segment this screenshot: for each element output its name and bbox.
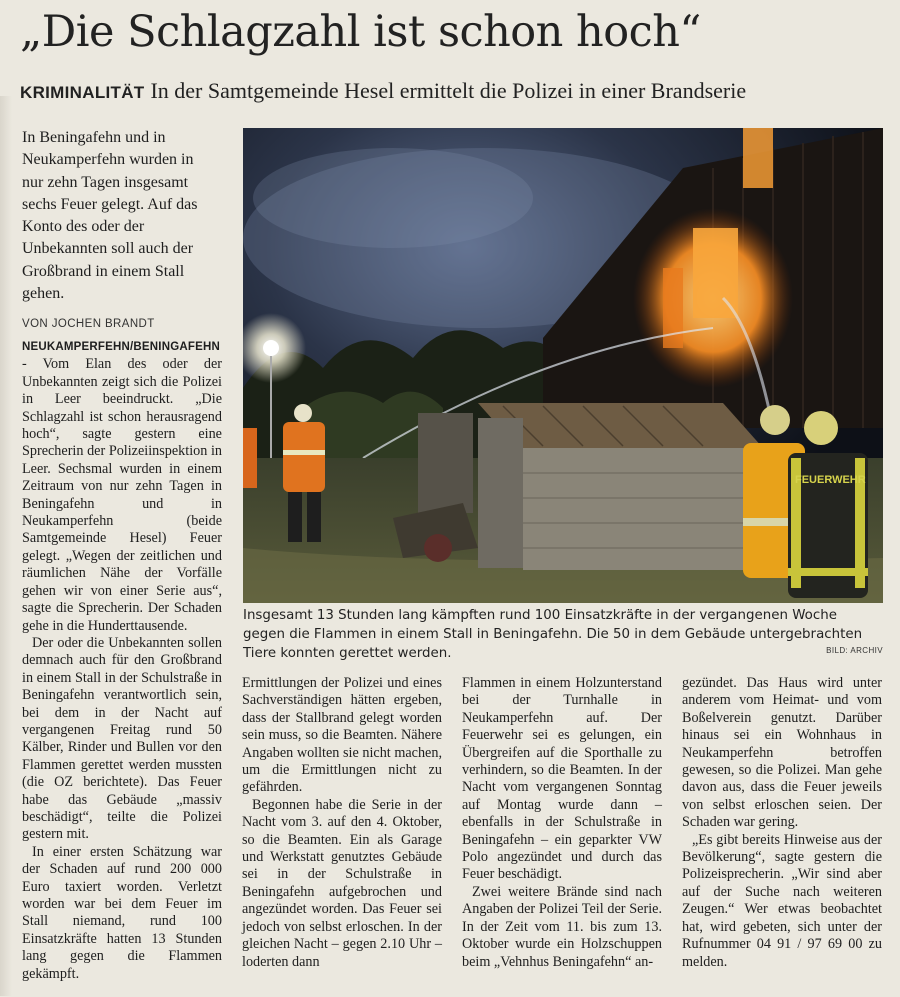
byline: VON JOCHEN BRANDT xyxy=(22,318,155,330)
headline: „Die Schlagzahl ist schon hoch“ xyxy=(20,7,701,57)
adjacent-column-ghost xyxy=(880,110,900,670)
paragraph: gezündet. Das Haus wird unter anderem vom Heimat- und vom Boßelverein genutzt. Darüber hinaus sei ein Wohnhaus in Neukamperfehn betroffen gewesen, so die Polizei. Man gehe davon aus, dass die Feuer jeweils von selbst erloschen seien. Der Schaden war gering. xyxy=(682,675,882,831)
paragraph: Flammen in einem Holzunterstand bei der Turnhalle in Neukamperfehn auf. Der Feuerwehr sei es gelungen, ein Übergreifen auf die Sporthalle zu verhindern, so die Beamten. In der Nacht vom vergangenen Sonntag auf Montag wurde dann – ebenfalls in der Schulstraße in Beningafehn – ein geparkter VW Polo angezündet und durch das Feuer beschädigt. xyxy=(462,675,662,883)
paragraph: Zwei weitere Brände sind nach Angaben der Polizei Teil der Serie. In der Zeit vom 11. bis zum 13. Oktober wurde ein Holzschuppen beim „Vehnhus Beningafehn“ an- xyxy=(462,883,662,970)
vest-label: FEUERWEHR xyxy=(795,474,866,486)
paragraph: Ermittlungen der Polizei und eines Sachverständigen hätten ergeben, dass der Stallbrand gelegt worden sein muss, so die Beamten. Nähere Angaben wollten sie nicht machen, um die Ermittlungen nicht zu gefährden. xyxy=(242,675,442,796)
dateline: NEUKAMPERFEHN/BENINGAFEHN xyxy=(22,341,220,353)
paragraph xyxy=(22,338,222,635)
article-column-1 xyxy=(22,338,222,983)
article-column-2 xyxy=(242,675,442,971)
kicker-label: KRIMINALITÄT xyxy=(20,83,145,102)
article-column-3 xyxy=(462,675,662,971)
page-edge-shadow xyxy=(0,96,12,996)
subheadline: In der Samtgemeinde Hesel ermittelt die Polizei in einer Brandserie xyxy=(150,78,747,103)
article-photo xyxy=(243,128,883,603)
fire-scene-photo xyxy=(243,128,883,603)
lead-paragraph: In Beningafehn und in Neukamperfehn wurden in nur zehn Tagen insgesamt sechs Feuer gelegt. Auf das Konto des oder der Unbekannten soll auch der Großbrand in einem Stall gehen. xyxy=(22,129,198,303)
paragraph: Begonnen habe die Serie in der Nacht vom 3. auf den 4. Oktober, so die Beamten. Ein als Garage und Werkstatt genutztes Gebäude sei in der Schulstraße in Beningafehn aufgebrochen und angezündet worden. Das Feuer sei jedoch von selbst erloschen. In der gleichen Nacht – gegen 2.10 Uhr – loderten dann xyxy=(242,796,442,970)
photo-credit: BILD: ARCHIV xyxy=(826,646,883,655)
subheadline-line xyxy=(20,77,880,107)
paragraph: Der oder die Unbekannten sollen demnach auch für den Großbrand in einem Stall in der Schulstraße in Beningafehn verantwortlich sein, bei dem in der Nacht auf vergangenen Freitag rund 50 Kälber, Rinder und Bullen vor den Flammen gerettet werden mussten (die OZ berichtete). Das Feuer habe das Gebäude „massiv beschädigt“, teilte die Polizei gestern mit. xyxy=(22,634,222,843)
article-column-4 xyxy=(682,675,882,971)
paragraph: In einer ersten Schätzung war der Schaden auf rund 200 000 Euro taxiert worden. Verletzt worden war bei dem Feuer im Stall niemand, rund 100 Einsatzkräfte hatten 13 Stunden lang gegen die Flammen gekämpft. xyxy=(22,843,222,982)
paragraph-text: - Vom Elan des oder der Unbekannten zeigt sich die Polizei in Leer beeindruckt. „Die Schlagzahl ist schon herausragend hoch“, sagte gestern eine Sprecherin der Polizeiinspektion in Leer. Sechsmal wurden in einem Zeitraum von nur zehn Tagen in Beningafehn und in Neukamperfehn (beide Samtgemeinde Hesel) Feuer gelegt. „Wegen der zeitlichen und räumlichen Nähe der Vorfälle gehen wir von einer Serie aus“, sagte die Sprecherin. Der Schaden gehe in die Hunderttausende. xyxy=(22,356,222,634)
photo-caption: Insgesamt 13 Stunden lang kämpften rund 100 Einsatzkräfte in der vergangenen Woche gegen die Flammen in einem Stall in Beningafehn. Die 50 in dem Gebäude untergebrachten Tiere konnten gerettet werden. xyxy=(243,608,863,661)
paragraph: „Es gibt bereits Hinweise aus der Bevölkerung“, sagte gestern die Polizeisprecherin. „Wir sind aber auf der Suche nach weiteren Zeugen.“ Wer etwas beobachtet hat, wird gebeten, sich unter der Rufnummer 04 91 / 97 69 00 zu melden. xyxy=(682,831,882,970)
